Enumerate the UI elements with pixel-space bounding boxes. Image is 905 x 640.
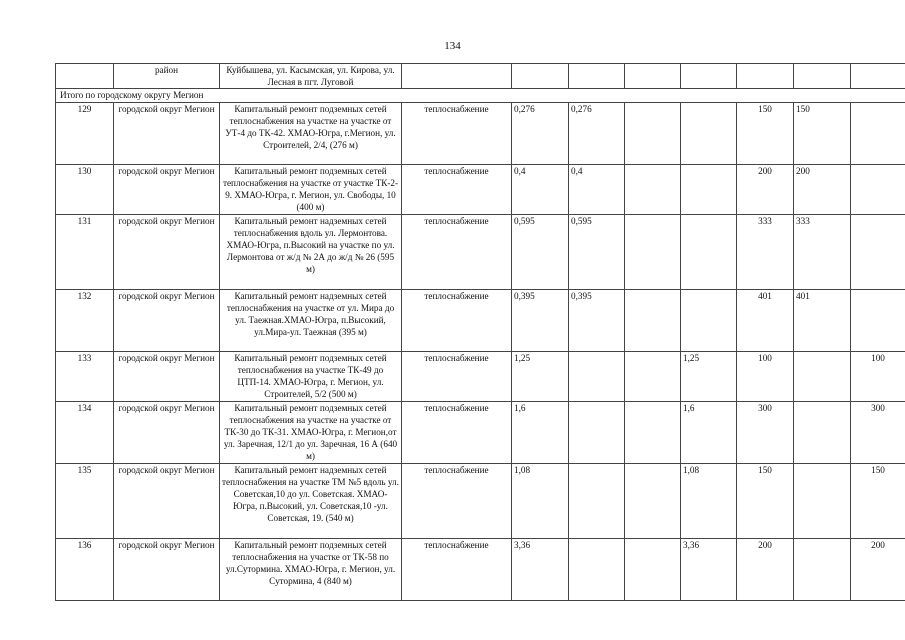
row-number-cell: 129 (56, 102, 114, 164)
value-cell: 3,36 (681, 538, 737, 600)
value-cell (794, 463, 851, 538)
row-number-cell: 133 (56, 351, 114, 401)
value-cell: 0,276 (569, 102, 625, 164)
row-number-cell: 131 (56, 214, 114, 289)
value-cell (625, 102, 681, 164)
value-cell (625, 214, 681, 289)
value-cell: 1,08 (512, 463, 569, 538)
value-cell (569, 538, 625, 600)
description-cell: Капитальный ремонт подземных сетей теплоснабжения на участке от ТК-58 по ул.Сутормина. ХМАО-Югра, г. Мегион, ул. Сутормина, 4 (840 м) (220, 538, 402, 600)
description-cell: Капитальный ремонт надземных сетей теплоснабжения на участке ТМ №5 вдоль ул. Советская,10 до ул. Советская. ХМАО-Югра, п.Высокий, ул. Советская,10 -ул. Советская, 19. (540 м) (220, 463, 402, 538)
value-cell (625, 351, 681, 401)
area-cell: городской округ Мегион (114, 289, 220, 351)
value-cell (681, 102, 737, 164)
value-cell: 200 (794, 164, 851, 214)
area-cell: городской округ Мегион (114, 214, 220, 289)
description-cell: Капитальный ремонт подземных сетей теплоснабжения на участке на участке от УТ-4 до ТК-42. ХМАО-Югра, г.Мегион, ул. Строителей, 2/4, (276 м) (220, 102, 402, 164)
value-cell (569, 401, 625, 463)
table-row (56, 401, 905, 463)
resource-type-cell: теплоснабжение (402, 164, 512, 214)
row-number-cell: 136 (56, 538, 114, 600)
row-number-cell: 135 (56, 463, 114, 538)
value-cell: 401 (737, 289, 794, 351)
resource-type-cell: теплоснабжение (402, 214, 512, 289)
area-cell: городской округ Мегион (114, 463, 220, 538)
value-cell: 0,595 (569, 214, 625, 289)
value-cell (794, 401, 851, 463)
table-row (56, 214, 905, 289)
area-cell: городской округ Мегион (114, 538, 220, 600)
row-number-cell: 134 (56, 401, 114, 463)
row-number-cell: 132 (56, 289, 114, 351)
value-cell (794, 538, 851, 600)
value-cell: 0,595 (512, 214, 569, 289)
area-cell: район (114, 64, 220, 89)
value-cell: 1,6 (512, 401, 569, 463)
table-row (56, 289, 905, 351)
description-cell: Капитальный ремонт надземных сетей теплоснабжения вдоль ул. Лермонтова. ХМАО-Югра, п.Высокий на участке по ул. Лермонтова от ж/д № 2А до ж/д № 26 (595 м) (220, 214, 402, 289)
table-row (56, 64, 905, 89)
resource-type-cell: теплоснабжение (402, 289, 512, 351)
description-cell: Куйбышева, ул. Касымская, ул. Кирова, ул. Лесная в пгт. Луговой (220, 64, 402, 89)
table-row (56, 463, 905, 538)
value-cell: 150 (737, 102, 794, 164)
value-cell (851, 214, 905, 289)
value-cell: 150 (794, 102, 851, 164)
area-cell: городской округ Мегион (114, 102, 220, 164)
table-row (56, 102, 905, 164)
value-cell (625, 463, 681, 538)
value-cell (569, 351, 625, 401)
row-number-cell: 130 (56, 164, 114, 214)
value-cell: 0,395 (569, 289, 625, 351)
value-cell: 100 (851, 351, 905, 401)
resource-type-cell: теплоснабжение (402, 401, 512, 463)
value-cell: 1,08 (681, 463, 737, 538)
area-cell: городской округ Мегион (114, 401, 220, 463)
value-cell: 200 (737, 164, 794, 214)
value-cell (625, 401, 681, 463)
table-row (56, 351, 905, 401)
value-cell: 0,395 (512, 289, 569, 351)
value-cell: 0,4 (569, 164, 625, 214)
value-cell: 200 (851, 538, 905, 600)
resource-type-cell: теплоснабжение (402, 463, 512, 538)
value-cell: 200 (737, 538, 794, 600)
subtotal-label: Итого по городскому округу Мегион (56, 89, 905, 102)
description-cell: Капитальный ремонт подземных сетей теплоснабжения на участке от участке ТК-2-9. ХМАО-Югра, г. Мегион, ул. Свободы, 10 (400 м) (220, 164, 402, 214)
value-cell: 0,276 (512, 102, 569, 164)
description-cell: Капитальный ремонт надземных сетей теплоснабжения на участке от ул. Мира до ул. Таежная.ХМАО-Югра, п.Высокий, ул.Мира-ул. Таежная (395 м) (220, 289, 402, 351)
resource-type-cell: теплоснабжение (402, 538, 512, 600)
resource-type-cell: теплоснабжение (402, 351, 512, 401)
value-cell (569, 463, 625, 538)
area-cell: городской округ Мегион (114, 164, 220, 214)
value-cell (851, 289, 905, 351)
value-cell: 401 (794, 289, 851, 351)
value-cell (681, 289, 737, 351)
value-cell: 333 (794, 214, 851, 289)
area-cell: городской округ Мегион (114, 351, 220, 401)
value-cell (851, 102, 905, 164)
description-cell: Капитальный ремонт подземных сетей теплоснабжения на участке на участке от ТК-30 до ТК-31. ХМАО-Югра, г. Мегион,от ул. Заречная, 12/1 до ул. Заречная, 16 А (640 м) (220, 401, 402, 463)
heat-supply-table (55, 63, 905, 601)
value-cell: 1,6 (681, 401, 737, 463)
table-row (56, 538, 905, 600)
value-cell (794, 351, 851, 401)
value-cell (625, 289, 681, 351)
table-row (56, 164, 905, 214)
value-cell (625, 164, 681, 214)
value-cell (681, 214, 737, 289)
value-cell: 333 (737, 214, 794, 289)
value-cell: 1,25 (681, 351, 737, 401)
value-cell: 300 (851, 401, 905, 463)
subtotal-row (56, 89, 905, 102)
resource-type-cell: теплоснабжение (402, 102, 512, 164)
page-number: 134 (444, 40, 461, 52)
value-cell: 150 (851, 463, 905, 538)
value-cell: 150 (737, 463, 794, 538)
value-cell: 0,4 (512, 164, 569, 214)
value-cell: 1,25 (512, 351, 569, 401)
value-cell: 3,36 (512, 538, 569, 600)
description-cell: Капитальный ремонт подземных сетей теплоснабжения на участке ТК-49 до ЦТП-14. ХМАО-Югра, г. Мегион, ул. Строителей, 5/2 (500 м) (220, 351, 402, 401)
value-cell (625, 538, 681, 600)
value-cell: 100 (737, 351, 794, 401)
value-cell (851, 164, 905, 214)
value-cell: 300 (737, 401, 794, 463)
value-cell (681, 164, 737, 214)
